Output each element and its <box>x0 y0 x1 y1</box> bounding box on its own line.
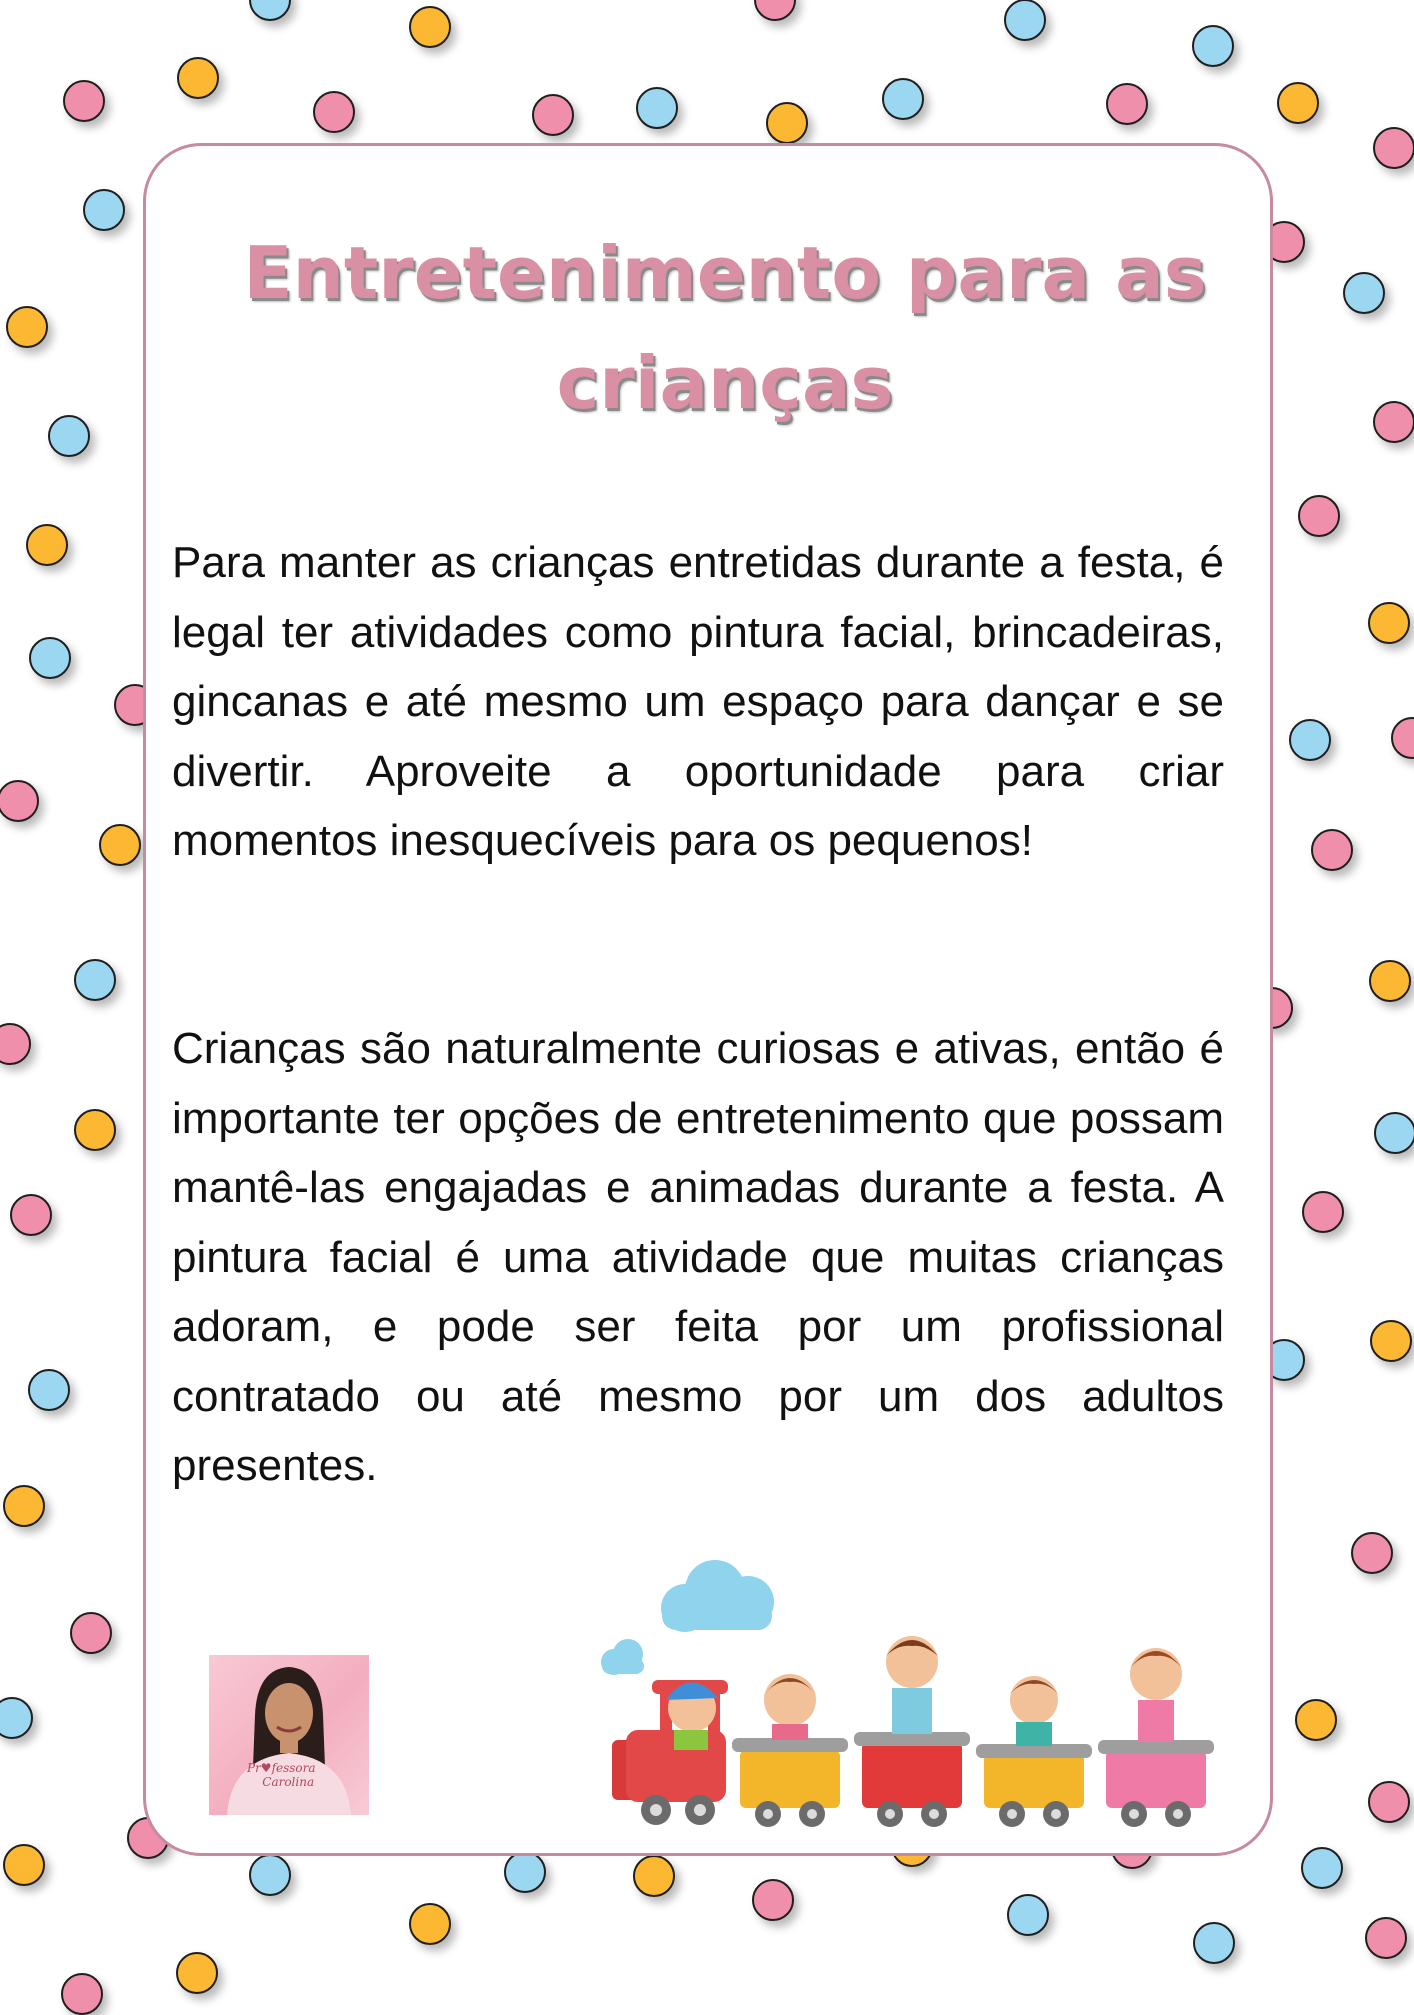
polka-dot-pink <box>1373 127 1414 169</box>
polka-dot-blue <box>249 0 291 21</box>
cloud-icon <box>661 1560 774 1632</box>
polka-dot-pink <box>752 1879 794 1921</box>
polka-dot-pink <box>532 94 574 136</box>
teacher-photo <box>209 1655 369 1815</box>
polka-dot-blue <box>48 415 90 457</box>
polka-dot-pink <box>1311 829 1353 871</box>
page-title: Entretenimento para as crianças <box>243 231 1207 425</box>
polka-dot-pink <box>0 780 39 822</box>
polka-dot-pink <box>1373 401 1414 443</box>
polka-dot-yellow <box>176 1952 218 1994</box>
polka-dot-pink <box>1298 495 1340 537</box>
polka-dot-blue <box>636 87 678 129</box>
polka-dot-blue <box>249 1854 291 1896</box>
polka-dot-yellow <box>633 1855 675 1897</box>
polka-dot-blue <box>1007 1894 1049 1936</box>
polka-dot-pink <box>754 0 796 21</box>
polka-dot-blue <box>1192 25 1234 67</box>
polka-dot-yellow <box>6 306 48 348</box>
polka-dot-pink <box>1365 1917 1407 1959</box>
polka-dot-pink <box>1391 717 1414 759</box>
polka-dot-pink <box>1368 1781 1410 1823</box>
polka-dot-blue <box>0 1697 33 1739</box>
paragraph-1: Para manter as crianças entretidas durante a festa, é legal ter atividades como pintura facial, brincadeiras, gincanas e até mesmo um espaço para dançar e se divertir. Aproveite a oportunidade para criar momentos inesquecíveis para os pequenos! <box>172 538 1224 865</box>
polka-dot-yellow <box>409 6 451 48</box>
small-cloud-icon <box>601 1639 644 1675</box>
polka-dot-yellow <box>74 1109 116 1151</box>
polka-dot-yellow <box>1277 82 1319 124</box>
polka-dot-pink <box>1302 1191 1344 1233</box>
polka-dot-yellow <box>409 1903 451 1945</box>
polka-dot-yellow <box>177 57 219 99</box>
polka-dot-yellow <box>766 102 808 144</box>
polka-dot-blue <box>29 637 71 679</box>
polka-dot-blue <box>882 78 924 120</box>
polka-dot-blue <box>1374 1112 1414 1154</box>
teacher-portrait-icon <box>209 1655 369 1815</box>
polka-dot-blue <box>504 1851 546 1893</box>
polka-dot-pink <box>63 80 105 122</box>
polka-dot-blue <box>28 1369 70 1411</box>
polka-dot-pink <box>0 1023 31 1065</box>
polka-dot-pink <box>10 1194 52 1236</box>
teacher-shirt-logo: Pr♥fessora Carolina <box>247 1761 316 1789</box>
polka-dot-yellow <box>1295 1699 1337 1741</box>
polka-dot-pink <box>61 1973 103 2015</box>
polka-dot-yellow <box>1370 1320 1412 1362</box>
polka-dot-pink <box>1351 1532 1393 1574</box>
polka-dot-pink <box>70 1612 112 1654</box>
polka-dot-blue <box>1004 0 1046 41</box>
paragraph-2: Crianças são naturalmente curiosas e ativas, então é importante ter opções de entretenimento que possam mantê-las engajadas e animadas durante a festa. A pintura facial é uma atividade que muitas crianças adoram, e pode ser feita por um profissional contratado ou até mesmo por um dos adultos presentes. <box>172 1024 1224 1490</box>
polka-dot-blue <box>83 189 125 231</box>
polka-dot-blue <box>74 959 116 1001</box>
polka-dot-yellow <box>99 824 141 866</box>
polka-dot-pink <box>313 91 355 133</box>
polka-dot-blue <box>1301 1847 1343 1889</box>
polka-dot-blue <box>1193 1922 1235 1964</box>
polka-dot-yellow <box>1369 960 1411 1002</box>
polka-dot-blue <box>1343 272 1385 314</box>
polka-dot-yellow <box>3 1485 45 1527</box>
polka-dot-yellow <box>26 524 68 566</box>
polka-dot-blue <box>1289 719 1331 761</box>
polka-dot-pink <box>1106 83 1148 125</box>
polka-dot-yellow <box>1368 602 1410 644</box>
kids-train-illustration <box>590 1540 1240 1840</box>
polka-dot-yellow <box>3 1844 45 1886</box>
